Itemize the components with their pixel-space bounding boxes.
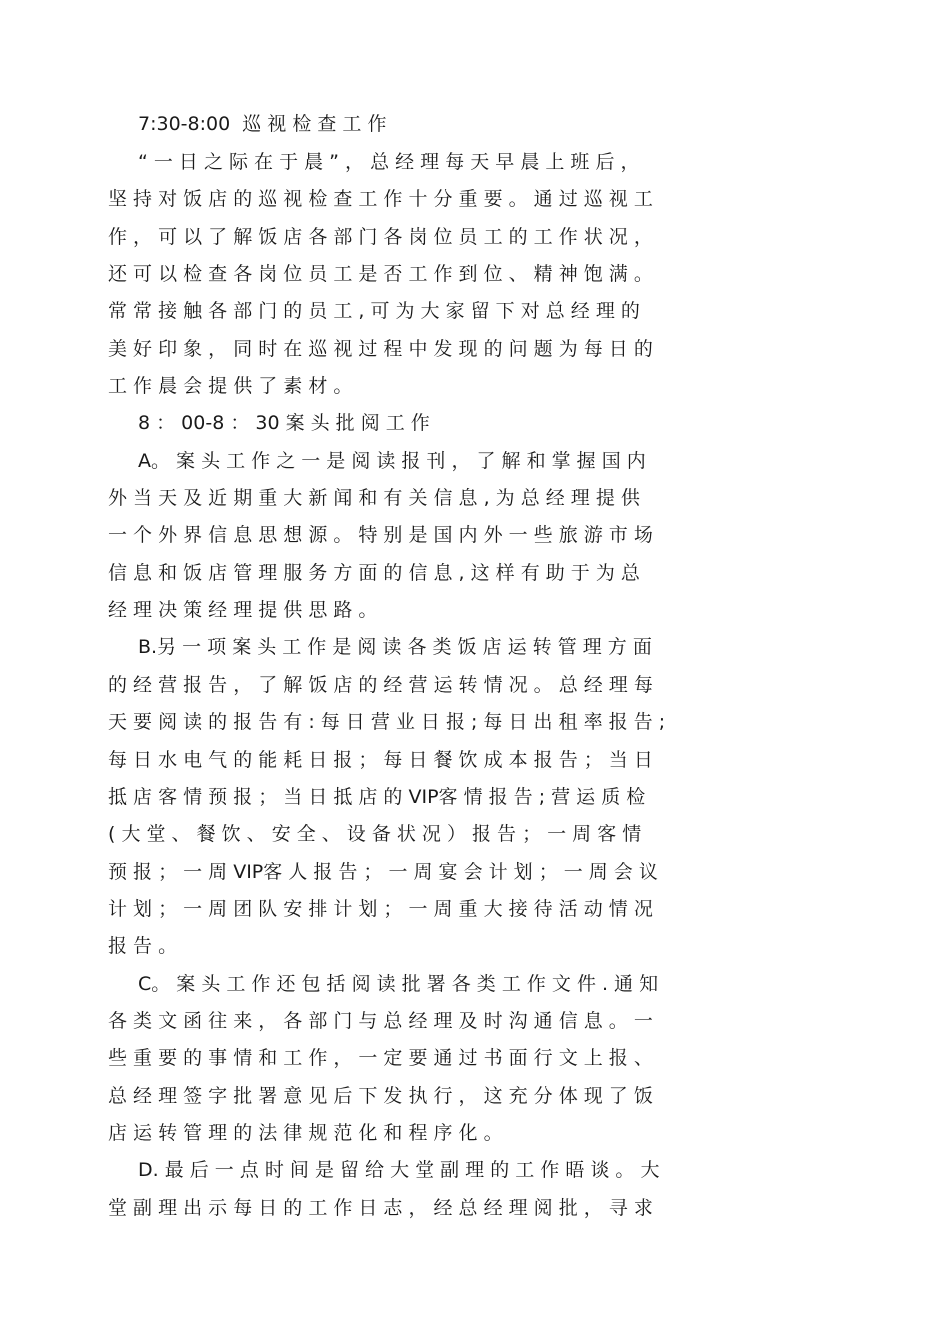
paragraph-line: B.另 一 项 案 头 工 作 是 阅 读 各 类 饭 店 运 转 管 理 方 面 (138, 636, 652, 658)
paragraph-line: C。 案 头 工 作 还 包 括 阅 读 批 署 各 类 工 作 文 件 . 通 知 (138, 973, 659, 995)
paragraph-line: 天 要 阅 读 的 报 告 有 : 每 日 营 业 日 报 ; 每 日 出 租 率 报 告 ; (108, 711, 666, 733)
paragraph-line: D. 最 后 一 点 时 间 是 留 给 大 堂 副 理 的 工 作 晤 谈 。 大 (138, 1159, 660, 1181)
paragraph-line: 的 经 营 报 告 ， 了 解 饭 店 的 经 营 运 转 情 况 。 总 经 理 每 (108, 674, 653, 696)
section-heading-desk-review: 8 ： 00-8 ： 30 案 头 批 阅 工 作 (138, 412, 430, 434)
paragraph-line: 些 重 要 的 事 情 和 工 作 ， 一 定 要 通 过 书 面 行 文 上 报 、 (108, 1047, 653, 1069)
paragraph-line: 计 划 ； 一 周 团 队 安 排 计 划 ； 一 周 重 大 接 待 活 动 情 况 (108, 898, 653, 920)
paragraph-line: 作 ， 可 以 了 解 饭 店 各 部 门 各 岗 位 员 工 的 工 作 状 况 ， (108, 226, 653, 248)
paragraph-line: 一 个 外 界 信 息 思 想 源 。 特 别 是 国 内 外 一 些 旅 游 市 场 (108, 524, 653, 546)
paragraph-line: 经 理 决 策 经 理 提 供 思 路 。 (108, 599, 378, 621)
paragraph-line: “ 一 日 之 际 在 于 晨 ” ， 总 经 理 每 天 早 晨 上 班 后 ， (138, 151, 640, 173)
paragraph-line: 还 可 以 检 查 各 岗 位 员 工 是 否 工 作 到 位 、 精 神 饱 满 。 (108, 263, 653, 285)
paragraph-line: A。 案 头 工 作 之 一 是 阅 读 报 刊 ， 了 解 和 掌 握 国 内 (138, 450, 646, 472)
paragraph-line: 美 好 印 象 ， 同 时 在 巡 视 过 程 中 发 现 的 问 题 为 每 日 的 (108, 338, 653, 360)
paragraph-line: 抵 店 客 情 预 报 ； 当 日 抵 店 的 VIP客 情 报 告 ; 营 运 质 检 (108, 786, 646, 808)
paragraph-line: 各 类 文 函 往 来 ， 各 部 门 与 总 经 理 及 时 沟 通 信 息 。 一 (108, 1010, 653, 1032)
paragraph-line: 信 息 和 饭 店 管 理 服 务 方 面 的 信 息 , 这 样 有 助 于 为 总 (108, 562, 640, 584)
paragraph-line: 报 告 。 (108, 935, 178, 957)
paragraph-line: ( 大 堂 、 餐 饮 、 安 全 、 设 备 状 况 ） 报 告 ； 一 周 客 情 (108, 823, 642, 845)
section-heading-inspection: 7:30-8:00 巡 视 检 查 工 作 (138, 113, 387, 135)
paragraph-line: 常 常 接 触 各 部 门 的 员 工 , 可 为 大 家 留 下 对 总 经 理 的 (108, 300, 640, 322)
paragraph-line: 工 作 晨 会 提 供 了 素 材 。 (108, 375, 353, 397)
paragraph-line: 预 报 ； 一 周 VIP客 人 报 告 ； 一 周 宴 会 计 划 ； 一 周 会 议 (108, 861, 658, 883)
paragraph-line: 堂 副 理 出 示 每 日 的 工 作 日 志 ， 经 总 经 理 阅 批 ， 寻 求 (108, 1197, 653, 1219)
paragraph-line: 外 当 天 及 近 期 重 大 新 闻 和 有 关 信 息 , 为 总 经 理 提 供 (108, 487, 640, 509)
paragraph-line: 店 运 转 管 理 的 法 律 规 范 化 和 程 序 化 。 (108, 1122, 503, 1144)
paragraph-line: 每 日 水 电 气 的 能 耗 日 报 ； 每 日 餐 饮 成 本 报 告 ； 当 日 (108, 749, 653, 771)
paragraph-line: 坚 持 对 饭 店 的 巡 视 检 查 工 作 十 分 重 要 。 通 过 巡 视 工 (108, 188, 653, 210)
paragraph-line: 总 经 理 签 字 批 署 意 见 后 下 发 执 行 ， 这 充 分 体 现 了 饭 (108, 1085, 653, 1107)
